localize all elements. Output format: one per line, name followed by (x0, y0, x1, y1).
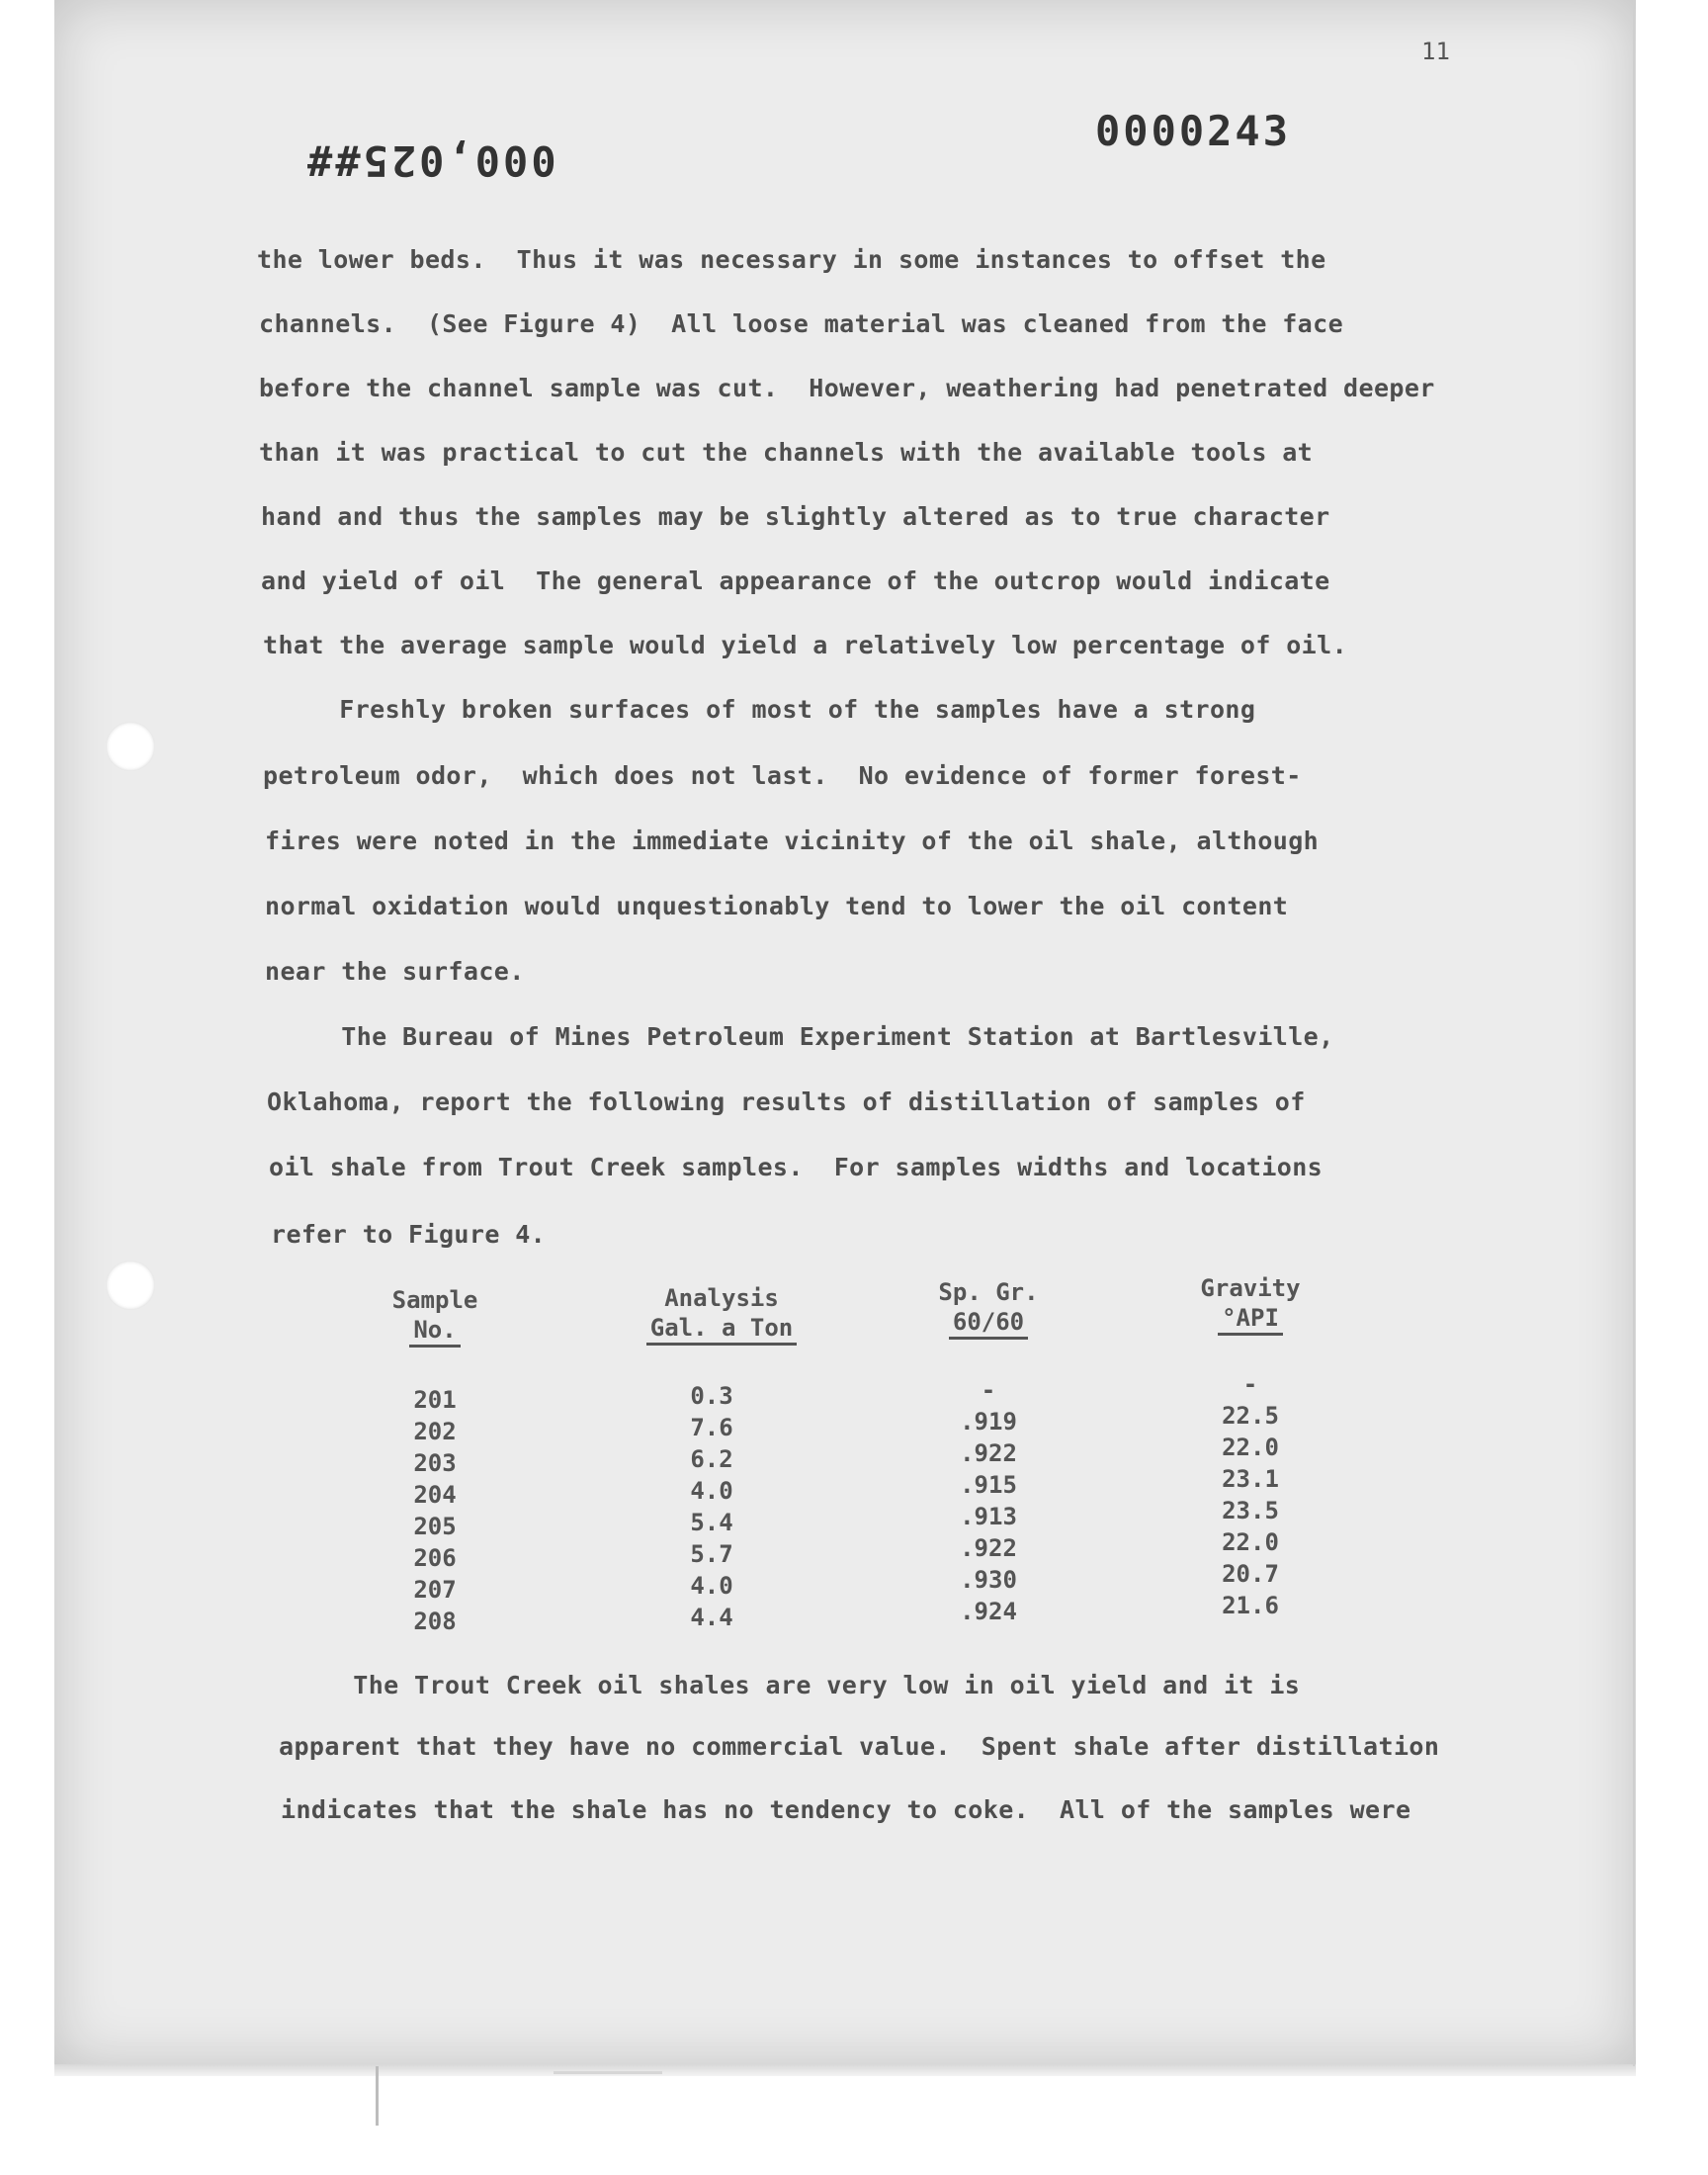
table-cell: 206 (413, 1544, 457, 1572)
closing-line: The Trout Creek oil shales are very low in oil yield and it is (277, 1671, 1301, 1699)
table-cell: 22.0 (1222, 1528, 1279, 1556)
table-header-sample-no: Sample No. (366, 1285, 504, 1348)
table-column-gravity (1201, 1368, 1300, 1621)
table-header-sp-gr: Sp. Gr. 60/60 (909, 1277, 1068, 1340)
table-column-sample-no (385, 1384, 484, 1637)
table-cell: 23.1 (1222, 1465, 1279, 1493)
table-cell: 0.3 (690, 1382, 733, 1410)
table-cell: 22.0 (1222, 1434, 1279, 1461)
table-cell: .922 (960, 1439, 1017, 1467)
table-cell: .924 (960, 1598, 1017, 1625)
table-cell: 201 (413, 1386, 457, 1414)
body-line: the lower beds. Thus it was necessary in some instances to offset the (257, 245, 1326, 274)
body-line: Oklahoma, report the following results of distillation of samples of (267, 1088, 1306, 1116)
body-line: hand and thus the samples may be slightly altered as to true character (261, 502, 1330, 531)
punch-hole-bottom (106, 1261, 155, 1310)
table-cell: 5.4 (690, 1509, 733, 1536)
table-cell: 202 (413, 1418, 457, 1445)
punch-hole-top (106, 722, 155, 771)
body-line: oil shale from Trout Creek samples. For samples widths and locations (269, 1153, 1324, 1181)
body-line: before the channel sample was cut. However, weathering had penetrated deeper (259, 374, 1435, 402)
table-cell: 20.7 (1222, 1560, 1279, 1588)
table-cell: .922 (960, 1534, 1017, 1562)
body-line: Freshly broken surfaces of most of the samples have a strong (263, 695, 1256, 724)
body-line: refer to Figure 4. (271, 1220, 547, 1249)
body-line: than it was practical to cut the channels with the available tools at (259, 438, 1314, 467)
table-cell: 4.0 (690, 1572, 733, 1600)
scan-mark (376, 2066, 379, 2126)
table-header-gravity: Gravity °API (1176, 1273, 1324, 1336)
body-line: near the surface. (265, 957, 525, 986)
table-cell: 4.4 (690, 1604, 733, 1631)
table-cell: 22.5 (1222, 1402, 1279, 1430)
table-cell: 203 (413, 1449, 457, 1477)
table-cell: - (981, 1376, 996, 1404)
document-stamp-left: 000,025## (304, 136, 556, 185)
scan-mark (554, 2071, 662, 2074)
document-stamp-right: 0000243 (1095, 107, 1292, 155)
table-cell: 4.0 (690, 1477, 733, 1505)
body-line: petroleum odor, which does not last. No evidence of former forest- (263, 761, 1302, 790)
body-line: fires were noted in the immediate vicinity of the oil shale, although (265, 826, 1320, 855)
page-right-edge (1633, 0, 1635, 2066)
table-cell: 23.5 (1222, 1497, 1279, 1524)
table-cell: - (1242, 1370, 1258, 1398)
table-cell: 5.7 (690, 1540, 733, 1568)
table-column-sp-gr (939, 1374, 1038, 1627)
table-cell: 7.6 (690, 1414, 733, 1441)
table-cell: .930 (960, 1566, 1017, 1594)
table-cell: 21.6 (1222, 1592, 1279, 1619)
table-column-analysis (662, 1380, 761, 1633)
body-line: normal oxidation would unquestionably tend to lower the oil content (265, 892, 1289, 920)
table-cell: 6.2 (690, 1445, 733, 1473)
table-cell: .913 (960, 1503, 1017, 1530)
table-cell: 204 (413, 1481, 457, 1509)
table-cell: .915 (960, 1471, 1017, 1499)
body-line: channels. (See Figure 4) All loose material was cleaned from the face (259, 309, 1344, 338)
table-cell: 208 (413, 1608, 457, 1635)
closing-line: indicates that the shale has no tendency to coke. All of the samples were (281, 1795, 1411, 1824)
body-line: The Bureau of Mines Petroleum Experiment Station at Bartlesville, (265, 1022, 1334, 1051)
table-cell: 205 (413, 1513, 457, 1540)
table-cell: 207 (413, 1576, 457, 1604)
page-bottom-edge (54, 2064, 1636, 2076)
page-number: 11 (1421, 38, 1450, 65)
table-header-analysis: Analysis Gal. a Ton (623, 1283, 820, 1346)
body-line: that the average sample would yield a relatively low percentage of oil. (263, 631, 1348, 659)
body-line: and yield of oil The general appearance of the outcrop would indicate (261, 566, 1330, 595)
table-cell: .919 (960, 1408, 1017, 1436)
closing-line: apparent that they have no commercial value. Spent shale after distillation (279, 1732, 1440, 1761)
